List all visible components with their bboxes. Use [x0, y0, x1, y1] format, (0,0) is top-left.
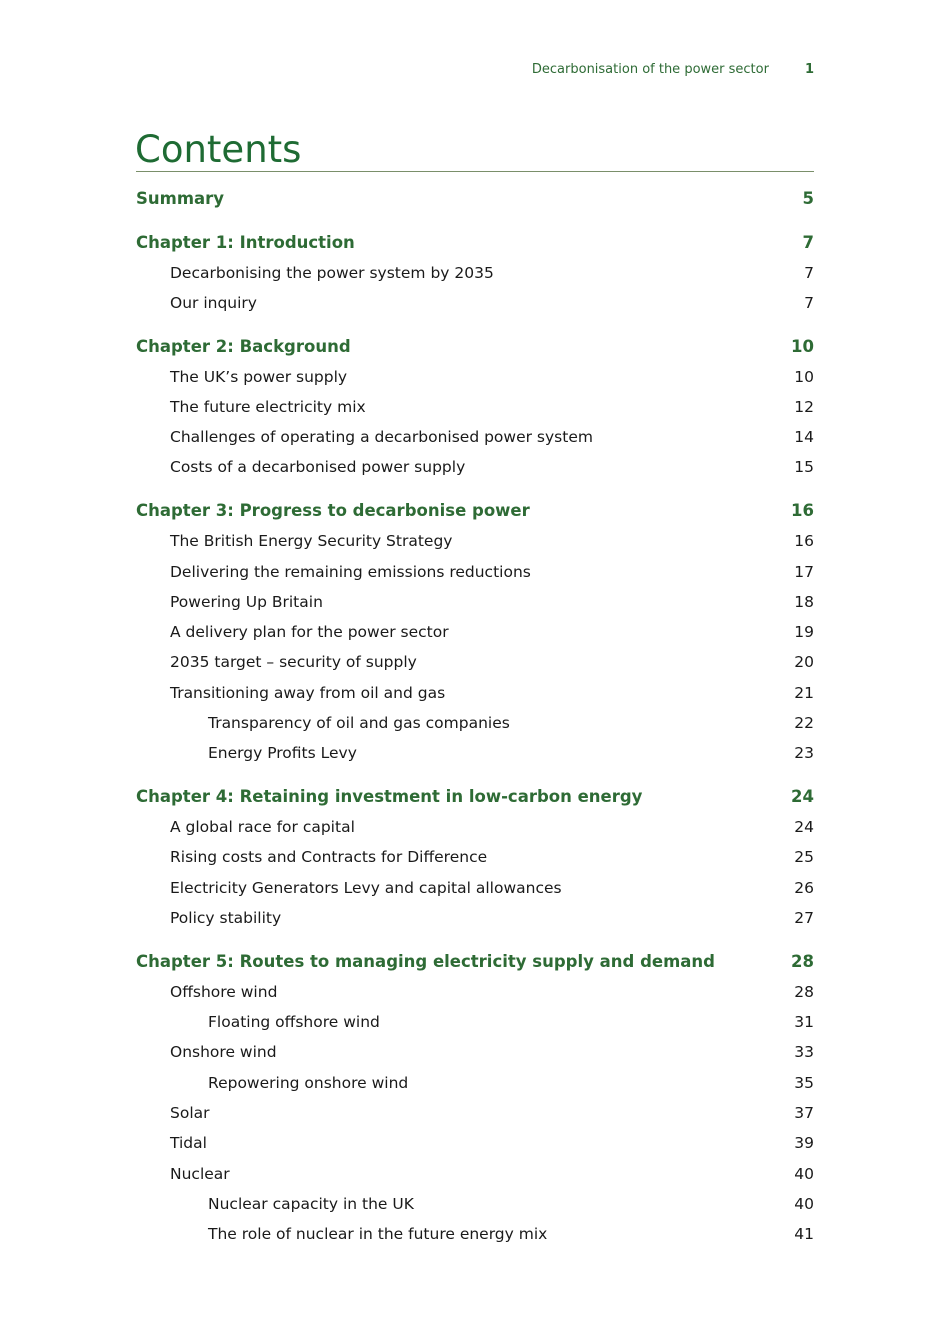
toc-section-entry[interactable]	[136, 903, 814, 933]
toc-section-entry[interactable]	[136, 362, 814, 392]
toc-section-entry[interactable]	[136, 1098, 814, 1128]
table-of-contents	[136, 184, 814, 1250]
toc-entry-title: Costs of a decarbonised power supply	[170, 458, 466, 477]
toc-entry-page-number: 26	[794, 878, 814, 897]
toc-entry-page-number: 5	[802, 189, 814, 208]
toc-subsection-entry[interactable]	[136, 738, 814, 768]
toc-entry-page-number: 15	[794, 458, 814, 477]
toc-entry-page-number: 23	[794, 744, 814, 763]
toc-entry-page-number: 28	[791, 951, 814, 971]
toc-entry-page-number: 7	[802, 232, 814, 252]
toc-entry-page-number: 24	[794, 818, 814, 837]
toc-entry-title: Floating offshore wind	[208, 1013, 380, 1032]
toc-entry-title: Solar	[170, 1104, 210, 1123]
toc-entry-title: A global race for capital	[170, 818, 355, 837]
toc-section-entry[interactable]	[136, 647, 814, 677]
toc-chapter-entry[interactable]	[136, 496, 814, 526]
toc-entry-page-number: 41	[794, 1225, 814, 1244]
toc-entry-page-number: 18	[794, 592, 814, 611]
toc-entry-title: Transparency of oil and gas companies	[208, 714, 510, 733]
toc-entry-page-number: 21	[794, 683, 814, 702]
toc-entry-title: Transitioning away from oil and gas	[170, 683, 446, 702]
toc-section-entry[interactable]	[136, 288, 814, 318]
toc-section-entry[interactable]	[136, 258, 814, 288]
toc-section-entry[interactable]	[136, 1128, 814, 1158]
toc-section-entry[interactable]	[136, 842, 814, 872]
toc-subsection-entry[interactable]	[136, 1219, 814, 1249]
toc-section-entry[interactable]	[136, 873, 814, 903]
toc-entry-title: Nuclear capacity in the UK	[208, 1194, 414, 1213]
toc-entry-title: Summary	[136, 189, 225, 208]
toc-entry-title: Policy stability	[170, 909, 282, 928]
toc-entry-title: Electricity Generators Levy and capital allowances	[170, 878, 562, 897]
toc-entry-title: Our inquiry	[170, 293, 257, 312]
page-title: Contents	[135, 128, 302, 171]
toc-entry-page-number: 25	[794, 848, 814, 867]
toc-chapter-entry[interactable]	[136, 228, 814, 258]
running-header	[136, 62, 814, 77]
document-title: Decarbonisation of the power sector	[531, 62, 769, 77]
toc-entry-page-number: 14	[794, 428, 814, 447]
toc-chapter-entry[interactable]	[136, 332, 814, 362]
toc-entry-title: Chapter 3: Progress to decarbonise power	[136, 501, 530, 521]
toc-section-entry[interactable]	[136, 587, 814, 617]
toc-entry-title: Chapter 2: Background	[136, 336, 351, 356]
toc-entry-page-number: 10	[794, 367, 814, 386]
page-number: 1	[804, 62, 814, 77]
toc-entry-title: Chapter 1: Introduction	[136, 232, 355, 252]
toc-entry-title: Decarbonising the power system by 2035	[170, 263, 494, 282]
toc-entry-page-number: 16	[794, 532, 814, 551]
toc-subsection-entry[interactable]	[136, 708, 814, 738]
toc-entry-title: 2035 target – security of supply	[170, 653, 417, 672]
toc-entry-title: Nuclear	[170, 1164, 230, 1183]
toc-entry-page-number: 40	[794, 1194, 814, 1213]
toc-chapter-entry[interactable]	[136, 947, 814, 977]
toc-section-entry[interactable]	[136, 392, 814, 422]
toc-section-entry[interactable]	[136, 557, 814, 587]
toc-entry-title: Energy Profits Levy	[208, 744, 357, 763]
toc-entry-title: The British Energy Security Strategy	[170, 532, 453, 551]
toc-entry-title: Repowering onshore wind	[208, 1073, 409, 1092]
toc-entry-page-number: 10	[791, 336, 814, 356]
toc-entry-page-number: 7	[804, 293, 814, 312]
toc-entry-title: Chapter 5: Routes to managing electricity supply and demand	[136, 951, 715, 971]
toc-entry-page-number: 22	[794, 714, 814, 733]
toc-entry-title: Tidal	[170, 1134, 207, 1153]
toc-section-entry[interactable]	[136, 812, 814, 842]
toc-entry-page-number: 35	[794, 1073, 814, 1092]
toc-entry-page-number: 27	[794, 909, 814, 928]
toc-chapter-entry[interactable]	[136, 782, 814, 812]
toc-entry-title: Delivering the remaining emissions reductions	[170, 562, 531, 581]
toc-entry-page-number: 24	[791, 787, 814, 807]
toc-entry-page-number: 12	[794, 397, 814, 416]
toc-section-entry[interactable]	[136, 617, 814, 647]
toc-entry-page-number: 20	[794, 653, 814, 672]
toc-subsection-entry[interactable]	[136, 1068, 814, 1098]
toc-section-entry[interactable]	[136, 422, 814, 452]
toc-entry-page-number: 39	[794, 1134, 814, 1153]
toc-section-entry[interactable]	[136, 678, 814, 708]
toc-entry-page-number: 33	[794, 1043, 814, 1062]
toc-chapter-entry[interactable]	[136, 184, 814, 214]
toc-entry-page-number: 28	[794, 982, 814, 1001]
toc-entry-title: Powering Up Britain	[170, 592, 323, 611]
toc-entry-page-number: 7	[804, 263, 814, 282]
toc-entry-page-number: 40	[794, 1164, 814, 1183]
toc-entry-title: Onshore wind	[170, 1043, 277, 1062]
toc-entry-title: Rising costs and Contracts for Difference	[170, 848, 488, 867]
toc-entry-page-number: 37	[794, 1104, 814, 1123]
toc-entry-title: Offshore wind	[170, 982, 278, 1001]
toc-section-entry[interactable]	[136, 452, 814, 482]
toc-subsection-entry[interactable]	[136, 1007, 814, 1037]
toc-entry-title: Challenges of operating a decarbonised power system	[170, 428, 593, 447]
toc-entry-page-number: 19	[794, 623, 814, 642]
toc-entry-page-number: 31	[794, 1013, 814, 1032]
toc-section-entry[interactable]	[136, 1037, 814, 1067]
toc-entry-page-number: 16	[791, 501, 814, 521]
toc-entry-page-number: 17	[794, 562, 814, 581]
toc-entry-title: The future electricity mix	[170, 397, 366, 416]
toc-entry-title: A delivery plan for the power sector	[170, 623, 449, 642]
toc-section-entry[interactable]	[136, 977, 814, 1007]
toc-subsection-entry[interactable]	[136, 1189, 814, 1219]
toc-section-entry[interactable]	[136, 526, 814, 556]
title-divider	[136, 171, 814, 172]
toc-entry-title: The UK’s power supply	[170, 367, 348, 386]
toc-entry-title: The role of nuclear in the future energy mix	[208, 1225, 548, 1244]
toc-section-entry[interactable]	[136, 1159, 814, 1189]
toc-entry-title: Chapter 4: Retaining investment in low-carbon energy	[136, 787, 643, 807]
